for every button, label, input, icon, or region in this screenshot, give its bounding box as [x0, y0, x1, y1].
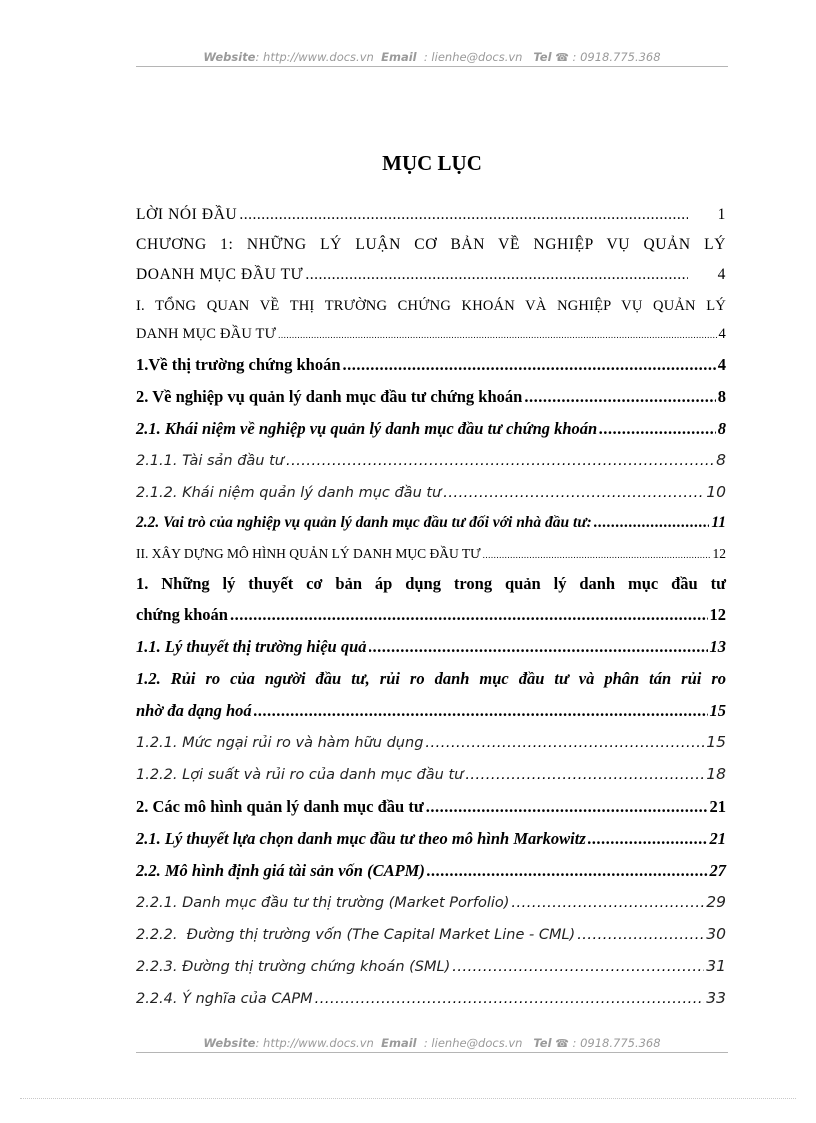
header-email-value[interactable]: : lienhe@docs.vn	[420, 50, 523, 64]
toc-entry[interactable]: 2.2.3. Đường thị trường chứng khoán (SML) ..... 31	[136, 957, 726, 983]
toc-entry[interactable]: LỜI NÓI ĐẦU ..... 1	[136, 206, 726, 232]
toc-entry[interactable]: 2.1.1. Tài sản đầu tư ..... 8	[136, 451, 726, 477]
toc-entry-continued[interactable]: DOANH MỤC ĐẦU TƯ ..... 4	[136, 266, 726, 292]
toc-entry[interactable]: 2.2.1. Danh mục đầu tư thị trường (Market Porfolio) ..... 29	[136, 893, 726, 919]
toc-entry[interactable]: 2.1.2. Khái niệm quản lý danh mục đầu tư ..... 10	[136, 483, 726, 509]
header-website-label: Website	[203, 50, 256, 64]
page-footer	[136, 1035, 728, 1053]
toc-entry-continued[interactable]: chứng khoán ..... 12	[136, 605, 726, 631]
toc-entry[interactable]: 1.2.2. Lợi suất và rủi ro của danh mục đầu tư ..... 18	[136, 765, 726, 791]
toc-entry[interactable]: I. TỔNG QUAN VỀ THỊ TRƯỜNG CHỨNG KHOÁN VÀ NGHIỆP VỤ QUẢN LÝ	[136, 298, 726, 314]
header-tel-value: : 0918.775.368	[572, 50, 661, 64]
toc-entry[interactable]: 2.2.2. Đường thị trường vốn (The Capital Market Line - CML) ..... 30	[136, 925, 726, 951]
toc-entry[interactable]: 1. Những lý thuyết cơ bản áp dụng trong quản lý danh mục đầu tư	[136, 574, 726, 593]
toc-entry[interactable]: 2. Về nghiệp vụ quản lý danh mục đầu tư chứng khoán ..... 8	[136, 387, 726, 413]
toc-entry[interactable]: CHƯƠNG 1: NHỮNG LÝ LUẬN CƠ BẢN VỀ NGHIỆP VỤ QUẢN LÝ	[136, 236, 726, 253]
toc-entry-continued[interactable]: DANH MỤC ĐẦU TƯ ..... 4	[136, 326, 726, 352]
phone-icon: ☎	[555, 51, 569, 64]
page-header	[136, 49, 728, 67]
toc-entry[interactable]: 2.1. Lý thuyết lựa chọn danh mục đầu tư theo mô hình Markowitz ..... 21	[136, 829, 726, 855]
footer-website-value[interactable]: : http://www.docs.vn	[255, 1036, 374, 1050]
toc-entry[interactable]: 2.1. Khái niệm về nghiệp vụ quản lý danh mục đầu tư chứng khoán ..... 8	[136, 419, 726, 445]
footer-tel-value: : 0918.775.368	[572, 1036, 661, 1050]
toc-entry[interactable]: 1.1. Lý thuyết thị trường hiệu quả ..... 13	[136, 637, 726, 663]
header-tel-label: Tel	[533, 50, 552, 64]
footer-email-label: Email	[381, 1036, 417, 1050]
toc-entry[interactable]: 2. Các mô hình quản lý danh mục đầu tư ..... 21	[136, 797, 726, 823]
toc-entry[interactable]: II. XÂY DỰNG MÔ HÌNH QUẢN LÝ DANH MỤC ĐẦU TƯ ..... 12	[136, 546, 726, 572]
toc-entry[interactable]: 2.2. Vai trò của nghiệp vụ quản lý danh mục đầu tư đối với nhà đầu tư: ..... 11	[136, 514, 726, 540]
toc-entry[interactable]: 1.2.1. Mức ngại rủi ro và hàm hữu dụng ..... 15	[136, 733, 726, 759]
phone-icon: ☎	[555, 1037, 569, 1050]
page-bottom-divider	[20, 1098, 796, 1099]
footer-website-label: Website	[203, 1036, 256, 1050]
toc-entry-continued[interactable]: nhờ đa dạng hoá ..... 15	[136, 701, 726, 727]
page-title: MỤC LỤC	[382, 151, 482, 175]
toc-entry[interactable]: 1.Về thị trường chứng khoán ..... 4	[136, 355, 726, 381]
toc-entry[interactable]: 2.2.4. Ý nghĩa của CAPM ..... 33	[136, 989, 726, 1015]
toc-entry[interactable]: 2.2. Mô hình định giá tài sản vốn (CAPM) ..... 27	[136, 861, 726, 887]
header-email-label: Email	[381, 50, 417, 64]
header-website-value[interactable]: : http://www.docs.vn	[255, 50, 374, 64]
footer-email-value[interactable]: : lienhe@docs.vn	[420, 1036, 523, 1050]
toc-entry[interactable]: 1.2. Rủi ro của người đầu tư, rủi ro danh mục đầu tư và phân tán rủi ro	[136, 669, 726, 688]
footer-tel-label: Tel	[533, 1036, 552, 1050]
